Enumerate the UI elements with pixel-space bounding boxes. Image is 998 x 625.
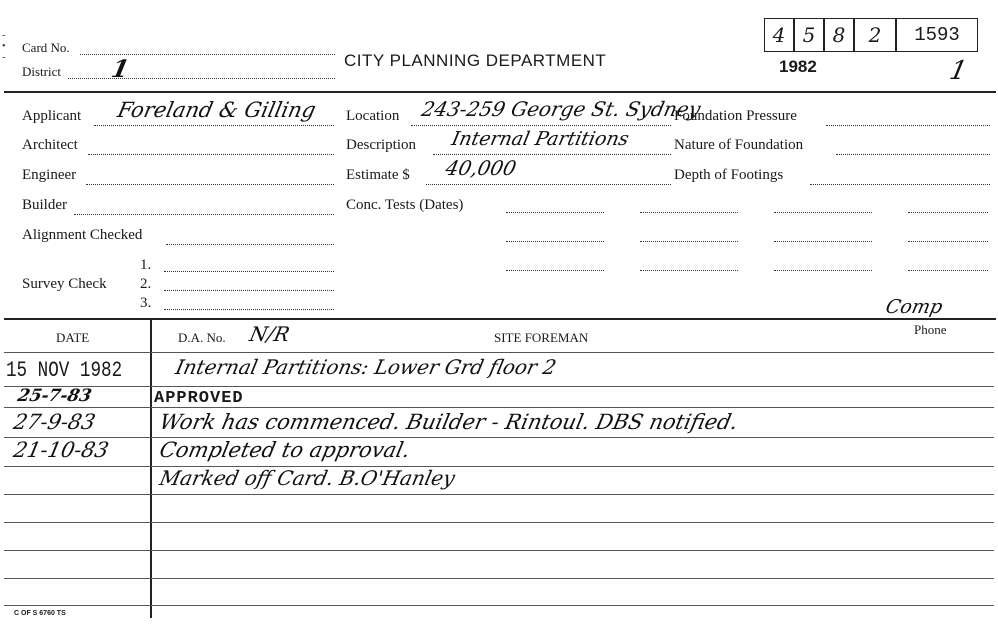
log-rule-4: [4, 437, 994, 438]
applicant-label: Applicant: [22, 108, 82, 124]
log-rule-2: [4, 386, 994, 387]
comp-note: Comp: [883, 296, 945, 318]
conc-test-line-1d: [908, 212, 988, 213]
alignment-checked-line: [166, 244, 334, 245]
survey-line-3: [164, 309, 334, 310]
applicant-line: [94, 125, 334, 126]
card-number-box: 1593: [896, 18, 978, 52]
date-column-divider: [150, 318, 152, 618]
conc-test-line-3a: [506, 270, 604, 271]
site-foreman-header: SITE FOREMAN: [494, 330, 589, 345]
da-no-value: N/R: [247, 322, 292, 346]
survey-number-3: 3.: [140, 295, 152, 311]
date-header: DATE: [56, 330, 90, 345]
log-rule-3: [4, 407, 994, 408]
builder-label: Builder: [22, 197, 67, 213]
conc-test-line-3b: [640, 270, 738, 271]
log-entry-1: Internal Partitions: Lower Grd floor 2: [173, 355, 559, 379]
log-rule-7: [4, 522, 994, 523]
location-value: 243-259 George St. Sydney: [419, 97, 703, 121]
builder-line: [74, 214, 334, 215]
number-box-4: 2: [854, 18, 896, 52]
log-rule-1: [4, 352, 994, 353]
card-year: 1982: [779, 57, 817, 76]
engineer-line: [86, 184, 334, 185]
number-box-2: 5: [794, 18, 824, 52]
margin-ticks-top: - • -: [2, 30, 6, 63]
card-no-label: Card No.: [22, 40, 70, 55]
location-line: [411, 125, 671, 126]
location-label: Location: [346, 108, 400, 124]
conc-test-line-2b: [640, 241, 738, 242]
conc-tests-label: Conc. Tests (Dates): [346, 197, 464, 213]
survey-number-2: 2.: [140, 276, 152, 292]
top-separator: [4, 91, 996, 93]
description-value: Internal Partitions: [449, 128, 631, 150]
architect-label: Architect: [22, 137, 78, 153]
conc-test-line-2c: [774, 241, 872, 242]
conc-test-line-2a: [506, 241, 604, 242]
district-label: District: [22, 64, 61, 79]
conc-test-line-1c: [774, 212, 872, 213]
log-date-4: 21-10-83: [11, 438, 111, 462]
log-entry-4: Completed to approval.: [157, 438, 413, 462]
estimate-value: 40,000: [443, 156, 519, 180]
survey-number-1: 1.: [140, 257, 152, 273]
district-value: 1: [108, 54, 132, 83]
log-entry-5: Marked off Card. B.O'Hanley: [157, 466, 458, 490]
applicant-value: Foreland & Gilling: [115, 98, 318, 122]
depth-of-footings-label: Depth of Footings: [674, 167, 784, 183]
alignment-checked-label: Alignment Checked: [22, 227, 143, 243]
survey-check-label: Survey Check: [22, 276, 107, 292]
description-label: Description: [346, 137, 416, 153]
conc-test-line-1b: [640, 212, 738, 213]
estimate-line: [426, 184, 671, 185]
foundation-pressure-line: [826, 125, 990, 126]
log-top-separator: [4, 318, 996, 320]
da-no-header: D.A. No.: [178, 330, 226, 345]
phone-header: Phone: [914, 322, 947, 337]
description-line: [433, 154, 671, 155]
district-line: [68, 78, 335, 79]
log-date-3: 27-9-83: [11, 410, 98, 434]
log-rule-9: [4, 578, 994, 579]
number-box-3: 8: [824, 18, 854, 52]
log-rule-8: [4, 550, 994, 551]
depth-of-footings-line: [810, 184, 990, 185]
nature-of-foundation-line: [836, 154, 990, 155]
log-entry-3: Work has commenced. Builder - Rintoul. DBS notified.: [157, 410, 741, 434]
card-title: CITY PLANNING DEPARTMENT: [344, 51, 607, 70]
survey-line-1: [164, 271, 334, 272]
log-rule-10: [4, 605, 994, 606]
conc-test-line-2d: [908, 241, 988, 242]
log-entry-2: APPROVED: [154, 389, 244, 408]
foundation-pressure-label: Foundation Pressure: [674, 108, 797, 124]
corner-mark: 1: [946, 56, 970, 86]
log-rule-6: [4, 494, 994, 495]
nature-of-foundation-label: Nature of Foundation: [674, 137, 804, 153]
log-rule-5: [4, 466, 994, 467]
estimate-label: Estimate $: [346, 167, 410, 183]
number-box-1: 4: [764, 18, 794, 52]
log-date-1: 15 NOV 1982: [6, 358, 123, 383]
engineer-label: Engineer: [22, 167, 77, 183]
conc-test-line-1a: [506, 212, 604, 213]
conc-test-line-3c: [774, 270, 872, 271]
footer-code: C OF S 6760 TS: [14, 610, 66, 617]
survey-line-2: [164, 290, 334, 291]
conc-test-line-3d: [908, 270, 988, 271]
architect-line: [88, 154, 334, 155]
log-date-2: 25-7-83: [15, 386, 94, 406]
